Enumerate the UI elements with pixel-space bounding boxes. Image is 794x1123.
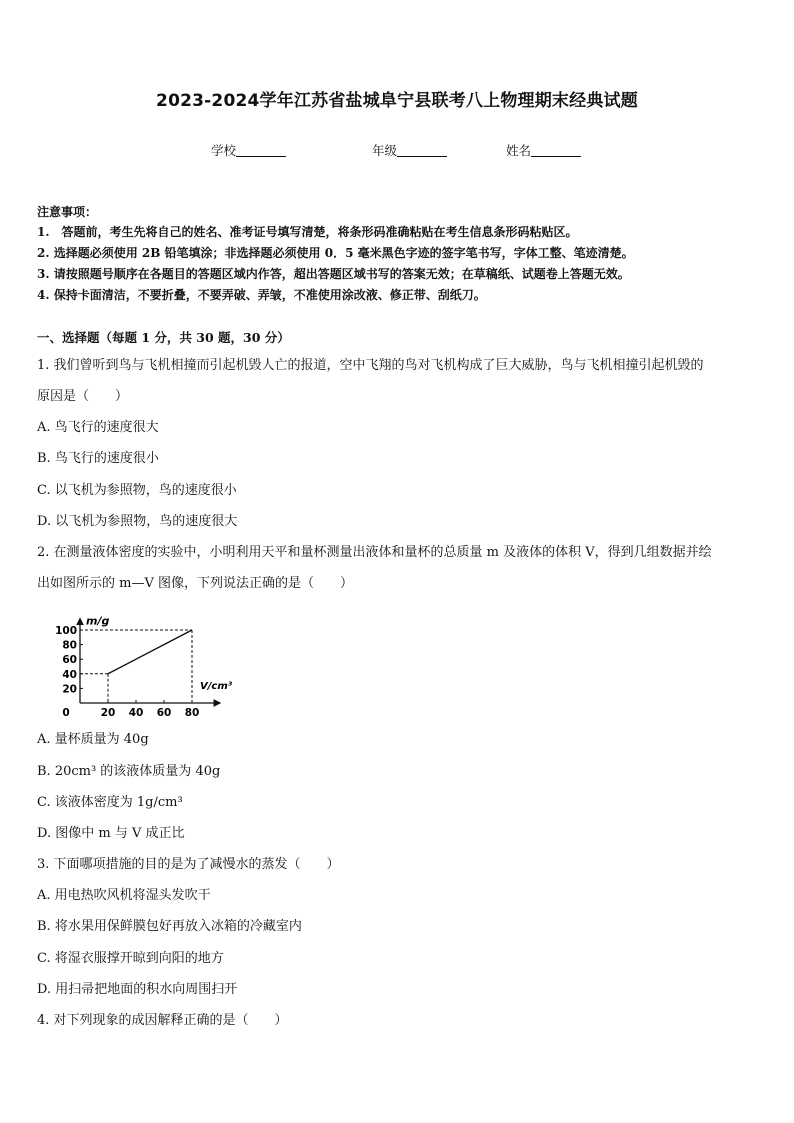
x-tick-label: 80 bbox=[184, 707, 200, 719]
q1-option-b[interactable]: B. 鸟飞行的速度很小 bbox=[37, 451, 159, 466]
notice-item-4: 4. 保持卡面清洁，不要折叠，不要弄破、弄皱，不准使用涂改液、修正带、刮纸刀。 bbox=[37, 288, 486, 302]
y-tick-label: 60 bbox=[62, 654, 77, 667]
grade-blank[interactable] bbox=[397, 144, 447, 157]
q1-stem-line1: 1. 我们曾听到鸟与飞机相撞而引起机毁人亡的报道，空中飞翔的鸟对飞机构成了巨大威胁，鸟与飞机相撞引起机毁的 bbox=[37, 358, 704, 373]
school-label: 学校 bbox=[211, 143, 237, 158]
x-tick-label: 60 bbox=[156, 707, 172, 719]
q3-stem: 3. 下面哪项措施的目的是为了减慢水的蒸发（ ） bbox=[37, 857, 340, 872]
page-title: 2023-2024学年江苏省盐城阜宁县联考八上物理期末经典试题 bbox=[156, 91, 638, 111]
y-tick-label: 100 bbox=[55, 625, 77, 637]
notice-item-2: 2. 选择题必须使用 2B 铅笔填涂；非选择题必须使用 0．5 毫米黑色字迹的签字笔书写，字体工整、笔迹清楚。 bbox=[37, 246, 634, 260]
q1-option-a[interactable]: A. 鸟飞行的速度很大 bbox=[37, 420, 159, 435]
y-tick-label: 20 bbox=[62, 683, 77, 696]
q2-option-b[interactable]: B. 20cm³ 的该液体质量为 40g bbox=[37, 764, 221, 779]
q3-option-b[interactable]: B. 将水果用保鲜膜包好再放入冰箱的冷藏室内 bbox=[37, 919, 302, 934]
q1-option-d[interactable]: D. 以飞机为参照物，鸟的速度很大 bbox=[37, 514, 238, 529]
q3-option-a[interactable]: A. 用电热吹风机将湿头发吹干 bbox=[37, 888, 211, 903]
q2-option-d[interactable]: D. 图像中 m 与 V 成正比 bbox=[37, 826, 185, 841]
series-line bbox=[108, 630, 192, 674]
school-blank[interactable] bbox=[236, 144, 286, 157]
y-axis-label: m/g bbox=[86, 614, 110, 628]
grade-label: 年级 bbox=[372, 143, 398, 158]
notice-item-1: 1. 答题前，考生先将自己的姓名、准考证号填写清楚，将条形码准确粘贴在考生信息条形码粘贴区。 bbox=[37, 225, 578, 239]
q3-option-d[interactable]: D. 用扫帚把地面的积水向周围扫开 bbox=[37, 982, 238, 997]
y-tick-label: 40 bbox=[62, 668, 77, 681]
q1-stem-line2: 原因是（ ） bbox=[37, 389, 129, 404]
q2-stem-line1: 2. 在测量液体密度的实验中，小明利用天平和量杯测量出液体和量杯的总质量 m 及液体的体积 V，得到几组数据并绘 bbox=[37, 545, 712, 560]
x-tick-label: 0 bbox=[62, 707, 70, 719]
school-field bbox=[211, 141, 286, 159]
q2-option-c[interactable]: C. 该液体密度为 1g/cm³ bbox=[37, 795, 183, 810]
q1-option-c[interactable]: C. 以飞机为参照物，鸟的速度很小 bbox=[37, 483, 237, 498]
grade-field bbox=[372, 141, 447, 159]
q4-stem: 4. 对下列现象的成因解释正确的是（ ） bbox=[37, 1013, 288, 1028]
y-tick-label: 80 bbox=[62, 639, 77, 652]
notice-item-3: 3. 请按照题号顺序在各题目的答题区域内作答，超出答题区域书写的答案无效；在草稿纸、试题卷上答题无效。 bbox=[37, 267, 630, 281]
q3-option-c[interactable]: C. 将湿衣服撑开晾到向阳的地方 bbox=[37, 951, 224, 966]
x-tick-label: 40 bbox=[128, 707, 144, 719]
name-blank[interactable] bbox=[531, 144, 581, 157]
section-title: 一、选择题（每题 1 分，共 30 题，30 分） bbox=[37, 330, 290, 345]
x-tick-label: 20 bbox=[100, 707, 116, 719]
q2-stem-line2: 出如图所示的 m—V 图像，下列说法正确的是（ ） bbox=[37, 576, 353, 591]
notice-heading: 注意事项： bbox=[37, 205, 98, 219]
m-v-chart bbox=[38, 604, 233, 719]
name-label: 姓名 bbox=[506, 143, 532, 158]
x-axis-label: V/cm³ bbox=[200, 681, 233, 692]
q2-option-a[interactable]: A. 量杯质量为 40g bbox=[37, 732, 149, 747]
name-field bbox=[506, 141, 581, 159]
